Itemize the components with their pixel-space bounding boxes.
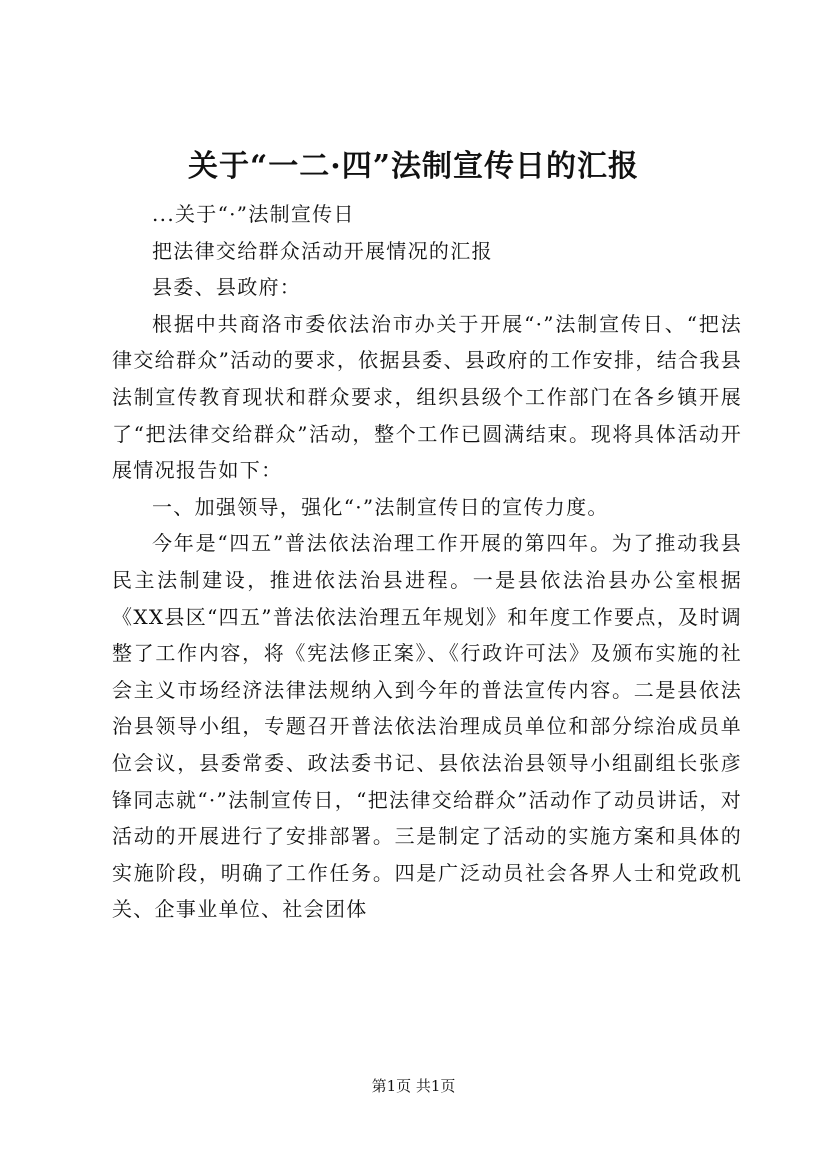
paragraph-body: 今年是“四五”普法依法治理工作开展的第四年。为了推动我县民主法制建设，推进依法治县进程。一是县依法治县办公室根据《XX县区“四五”普法依法治理五年规划》和年度工作要点，及时调整了工作内容，将《宪法修正案》、《行政许可法》及颁布实施的社会主义市场经济法律法规纳入到今年的普法宣传内容。二是县依法治县领导小组，专题召开普法依法治理成员单位和部分综治成员单位会议，县委常委、政法委书记、县依法治县领导小组副组长张彦锋同志就“·”法制宣传日，“把法律交给群众”活动作了动员讲话，对活动的开展进行了安排部署。三是制定了活动的实施方案和具体的实施阶段，明确了工作任务。四是广泛动员社会各界人士和党政机关、企事业单位、社会团体 — [112, 531, 742, 922]
paragraph-subtitle-line-1: ...关于“·”法制宣传日 — [152, 202, 355, 226]
paragraph-section-heading: 一、加强领导，强化“·”法制宣传日的宣传力度。 — [152, 494, 609, 519]
document-title: 关于“一二·四”法制宣传日的汇报 — [188, 149, 639, 184]
document-body — [112, 196, 742, 928]
paragraph-intro: 根据中共商洛市委依法治市办关于开展“·”法制宣传日、“把法律交给群众”活动的要求，依据县委、县政府的工作安排，结合我县法制宣传教育现状和群众要求，组织县级个工作部门在各乡镇开展了“把法律交给群众”活动，整个工作已圆满结束。现将具体活动开展情况报告如下： — [112, 311, 742, 483]
paragraph-salutation: 县委、县政府： — [152, 275, 302, 300]
page-footer: 第1页 共1页 — [371, 1077, 456, 1095]
paragraph-subtitle-line-2: 把法律交给群众活动开展情况的汇报 — [152, 238, 493, 263]
